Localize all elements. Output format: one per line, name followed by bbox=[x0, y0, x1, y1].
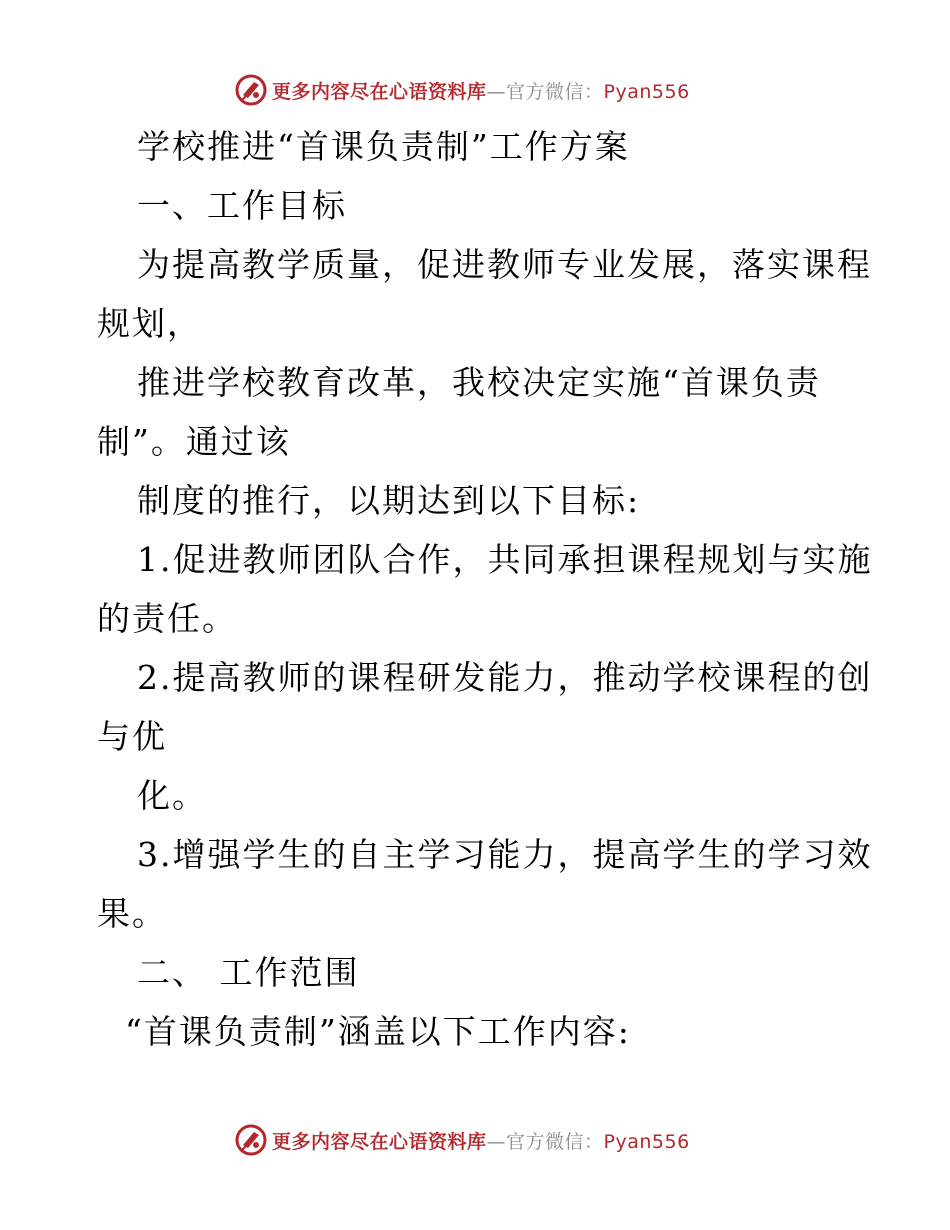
paragraph-line: 为提高教学质量，促进教师专业发展，落实课程 bbox=[137, 245, 872, 284]
watermark-text bbox=[272, 77, 690, 104]
watermark-wechat-label: 官方微信： bbox=[506, 80, 604, 103]
watermark-text bbox=[272, 1127, 690, 1154]
watermark-dash: — bbox=[486, 1130, 507, 1153]
paragraph-line: 规划， bbox=[97, 304, 202, 343]
watermark-wechat-id: Pyan556 bbox=[603, 1130, 690, 1153]
paragraph-line: 制度的推行，以期达到以下目标: bbox=[137, 481, 641, 520]
paragraph-line: 制”。通过该 bbox=[97, 422, 291, 461]
list-item-line: 与优 bbox=[97, 717, 167, 756]
list-item-line: 1.促进教师团队合作，共同承担课程规划与实施 bbox=[137, 540, 873, 579]
brand-logo-icon bbox=[234, 73, 268, 107]
section-heading: 一、工作目标 bbox=[137, 186, 347, 225]
list-item-line: 的责任。 bbox=[97, 599, 237, 638]
watermark-wechat-id: Pyan556 bbox=[603, 80, 690, 103]
watermark-brand: 更多内容尽在心语资料库 bbox=[272, 1130, 487, 1153]
list-item-line: 化。 bbox=[137, 776, 207, 815]
brand-logo-icon bbox=[234, 1123, 268, 1157]
document-title: 学校推进“首课负责制”工作方案 bbox=[137, 127, 630, 166]
watermark-wechat-label: 官方微信： bbox=[506, 1130, 604, 1153]
watermark-banner-top bbox=[234, 73, 690, 107]
paragraph-line: “首课负责制”涵盖以下工作内容: bbox=[125, 1012, 631, 1051]
watermark-dash: — bbox=[486, 80, 507, 103]
paragraph-line: 推进学校教育改革，我校决定实施“首课负责 bbox=[137, 363, 821, 402]
section-heading: 二、 工作范围 bbox=[137, 953, 360, 992]
watermark-brand: 更多内容尽在心语资料库 bbox=[272, 80, 487, 103]
list-item-line: 3.增强学生的自主学习能力，提高学生的学习效 bbox=[137, 835, 873, 874]
list-item-line: 2.提高教师的课程研发能力，推动学校课程的创 bbox=[137, 658, 873, 697]
watermark-banner-bottom bbox=[234, 1123, 690, 1157]
list-item-line: 果。 bbox=[97, 894, 167, 933]
